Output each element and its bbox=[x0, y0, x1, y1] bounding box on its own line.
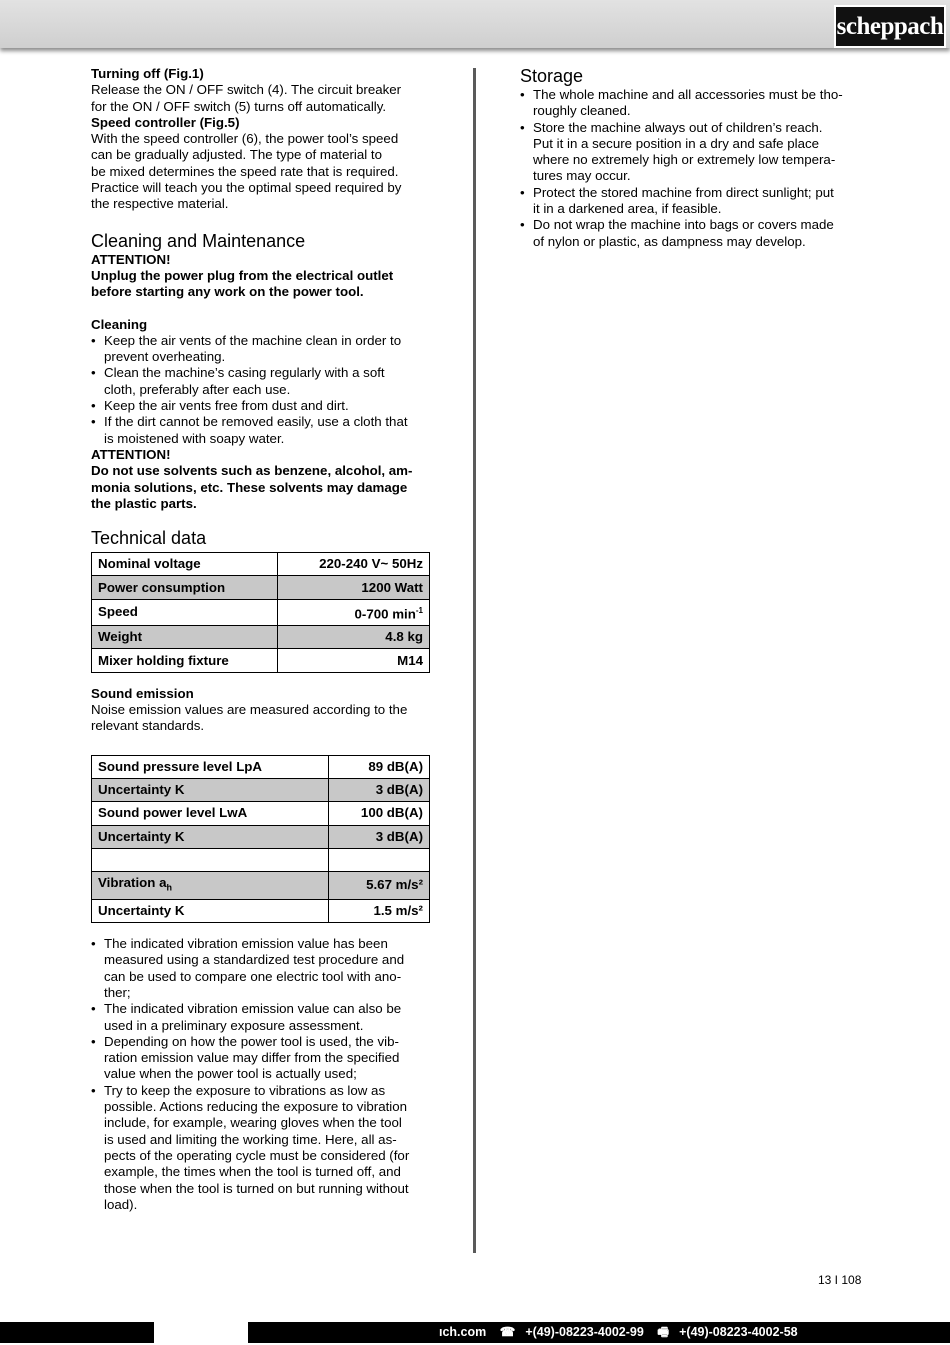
row-value-text: 220-240 V~ 50Hz bbox=[319, 556, 423, 572]
row-value bbox=[278, 599, 430, 625]
row-value bbox=[329, 872, 430, 900]
list-item-line: • The indicated vibration emission value has been bbox=[104, 936, 388, 952]
footer-phone: +(49)-08223-4002-99 bbox=[525, 1325, 644, 1339]
row-value bbox=[329, 755, 430, 778]
row-label-text: Speed bbox=[98, 604, 138, 620]
text-line: Practice will teach you the optimal speed required by bbox=[91, 180, 402, 196]
row-label-text: Uncertainty K bbox=[98, 782, 185, 798]
footer-gap bbox=[154, 1322, 248, 1343]
row-value-superscript: -1 bbox=[415, 605, 423, 615]
telephone-icon: ☎ bbox=[499, 1325, 516, 1339]
row-label-text: Nominal voltage bbox=[98, 556, 201, 572]
turning-off-text bbox=[91, 82, 431, 115]
row-value-text: M14 bbox=[397, 652, 423, 668]
footer-fax: +(49)-08223-4002-58 bbox=[679, 1325, 798, 1339]
list-item-line: value when the power tool is actually used; bbox=[104, 1066, 357, 1082]
table-row bbox=[92, 755, 430, 778]
row-label bbox=[92, 899, 329, 922]
table-row bbox=[92, 649, 430, 672]
list-item-line: measured using a standardized test procedure and bbox=[104, 952, 405, 968]
row-label bbox=[92, 626, 278, 649]
text-line: for the ON / OFF switch (5) turns off automatically. bbox=[91, 98, 387, 114]
cleaning-maintenance-title: Cleaning and Maintenance bbox=[91, 230, 306, 251]
row-value bbox=[278, 553, 430, 576]
footer-contact bbox=[439, 1324, 808, 1341]
row-label bbox=[92, 848, 329, 871]
list-item-line: • Clean the machine’s casing regularly with a soft bbox=[104, 365, 385, 381]
row-label-text: Sound pressure level LpA bbox=[98, 758, 263, 774]
header-bar bbox=[0, 0, 950, 48]
row-label bbox=[92, 755, 329, 778]
list-item-line: cloth, preferably after each use. bbox=[104, 381, 291, 397]
row-value-text: 5.67 m/s² bbox=[366, 877, 423, 893]
row-value-text: 100 dB(A) bbox=[360, 805, 423, 821]
list-item-line: of nylon or plastic, as dampness may develop. bbox=[533, 233, 806, 249]
row-label-text: Mixer holding fixture bbox=[98, 652, 229, 668]
text-line: the respective material. bbox=[91, 196, 229, 212]
table-row bbox=[92, 553, 430, 576]
row-value-text: 1.5 m/s² bbox=[373, 902, 423, 918]
table-row bbox=[92, 825, 430, 848]
text-line: With the speed controller (6), the power tool’s speed bbox=[91, 131, 399, 147]
list-item-line: example, the times when the tool is turned off, and bbox=[104, 1164, 401, 1180]
list-item-line: • The indicated vibration emission value can also be bbox=[104, 1001, 402, 1017]
text-line: be mixed determines the speed rate that is required. bbox=[91, 163, 399, 179]
text-line: the plastic parts. bbox=[91, 495, 197, 511]
row-value bbox=[329, 848, 430, 871]
row-label-text: Uncertainty K bbox=[98, 902, 185, 918]
row-label bbox=[92, 553, 278, 576]
list-item-line: • Depending on how the power tool is used, the vib- bbox=[104, 1033, 399, 1049]
text-line: before starting any work on the power tool. bbox=[91, 284, 364, 300]
list-item-line: Put it in a secure position in a dry and safe place bbox=[533, 135, 820, 151]
list-item-line: those when the tool is turned on but running without bbox=[104, 1180, 409, 1196]
row-value bbox=[329, 899, 430, 922]
list-item-line: • Keep the air vents free from dust and dirt. bbox=[104, 398, 349, 414]
row-label-text: Sound power level LwA bbox=[98, 805, 248, 821]
row-value bbox=[278, 626, 430, 649]
row-label bbox=[92, 576, 278, 599]
list-item bbox=[91, 398, 431, 414]
text-line: can be gradually adjusted. The type of material to bbox=[91, 147, 382, 163]
list-item-line: include, for example, wearing gloves when the tool bbox=[104, 1115, 402, 1131]
row-label bbox=[92, 872, 329, 900]
row-value-text: 0-700 min bbox=[354, 606, 416, 622]
list-item-line: ther; bbox=[104, 984, 131, 1000]
list-item-line: • If the dirt cannot be removed easily, use a cloth that bbox=[104, 414, 408, 430]
list-item-line: is used and limiting the working time. Here, all as- bbox=[104, 1131, 397, 1147]
left-column bbox=[91, 66, 431, 1213]
list-item-line: where no extremely high or extremely low tempera- bbox=[533, 152, 836, 168]
list-item-line: load). bbox=[104, 1196, 138, 1212]
footer-bar bbox=[0, 1322, 950, 1343]
footer-website: ıch.com bbox=[439, 1325, 487, 1339]
right-column bbox=[520, 66, 865, 250]
row-label bbox=[92, 825, 329, 848]
row-value bbox=[278, 576, 430, 599]
row-label bbox=[92, 778, 329, 801]
list-item-line: pects of the operating cycle must be considered (for bbox=[104, 1147, 410, 1163]
list-item bbox=[91, 1034, 431, 1083]
row-value-text: 3 dB(A) bbox=[375, 828, 423, 844]
vibration-notes-list bbox=[91, 936, 431, 1213]
text-line: Do not use solvents such as benzene, alcohol, am- bbox=[91, 463, 413, 479]
table-row bbox=[92, 899, 430, 922]
list-item-line: • Protect the stored machine from direct sunlight; put bbox=[533, 184, 834, 200]
text-line: Noise emission values are measured according to the bbox=[91, 702, 408, 718]
text-line: relevant standards. bbox=[91, 718, 205, 734]
list-item bbox=[91, 1083, 431, 1213]
row-label-text: Uncertainty K bbox=[98, 828, 185, 844]
list-item bbox=[520, 217, 865, 250]
sound-emission-heading: Sound emission bbox=[91, 685, 194, 701]
list-item-line: • Do not wrap the machine into bags or covers made bbox=[533, 217, 834, 233]
attention-label: ATTENTION! bbox=[91, 251, 171, 267]
attention-unplug-text bbox=[91, 268, 431, 301]
list-item-line: ration emission value may differ from the specified bbox=[104, 1050, 400, 1066]
list-item-line: • Store the machine always out of children’s reach. bbox=[533, 119, 823, 135]
row-value bbox=[329, 825, 430, 848]
sound-emission-text bbox=[91, 702, 431, 735]
row-label bbox=[92, 802, 329, 825]
text-line: Release the ON / OFF switch (4). The circuit breaker bbox=[91, 82, 402, 98]
table-row bbox=[92, 626, 430, 649]
row-label bbox=[92, 649, 278, 672]
row-value-text: 3 dB(A) bbox=[375, 782, 423, 798]
speed-controller-heading: Speed controller (Fig.5) bbox=[91, 114, 240, 130]
turning-off-heading: Turning off (Fig.1) bbox=[91, 66, 204, 81]
text-line: monia solutions, etc. These solvents may damage bbox=[91, 479, 408, 495]
column-divider bbox=[473, 68, 476, 1253]
storage-list bbox=[520, 87, 865, 250]
technical-data-title: Technical data bbox=[91, 528, 207, 549]
list-item-line: possible. Actions reducing the exposure to vibration bbox=[104, 1099, 408, 1115]
list-item bbox=[91, 365, 431, 398]
attention-solvents-text bbox=[91, 463, 431, 512]
list-item-line: • Try to keep the exposure to vibrations as low as bbox=[104, 1082, 386, 1098]
table-row bbox=[92, 599, 430, 625]
table-row bbox=[92, 576, 430, 599]
text-line: Unplug the power plug from the electrical outlet bbox=[91, 267, 394, 283]
row-label bbox=[92, 599, 278, 625]
cleaning-heading: Cleaning bbox=[91, 316, 148, 332]
scheppach-logo: scheppach bbox=[834, 5, 946, 48]
list-item-line: roughly cleaned. bbox=[533, 103, 631, 119]
list-item-line: • Keep the air vents of the machine clean in order to bbox=[104, 332, 402, 348]
list-item bbox=[520, 185, 865, 218]
sound-emission-table bbox=[91, 755, 430, 923]
list-item bbox=[91, 333, 431, 366]
list-item bbox=[520, 87, 865, 120]
fax-icon: 🖷 bbox=[657, 1325, 670, 1339]
row-label-text: Weight bbox=[98, 629, 143, 645]
cleaning-list bbox=[91, 333, 431, 447]
speed-controller-text bbox=[91, 131, 431, 212]
attention-label-2: ATTENTION! bbox=[91, 446, 171, 462]
storage-title: Storage bbox=[520, 66, 584, 86]
technical-data-table bbox=[91, 552, 430, 673]
row-value bbox=[329, 778, 430, 801]
list-item bbox=[91, 1001, 431, 1034]
list-item bbox=[91, 414, 431, 447]
table-row bbox=[92, 802, 430, 825]
row-label-text: Vibration a bbox=[98, 875, 167, 891]
list-item-line: tures may occur. bbox=[533, 168, 631, 184]
row-value bbox=[329, 802, 430, 825]
table-row bbox=[92, 848, 430, 871]
list-item-line: it in a darkened area, if feasible. bbox=[533, 201, 722, 217]
table-row bbox=[92, 872, 430, 900]
list-item bbox=[520, 120, 865, 185]
list-item-line: can be used to compare one electric tool with ano- bbox=[104, 968, 402, 984]
table-row bbox=[92, 778, 430, 801]
list-item-line: • The whole machine and all accessories must be tho- bbox=[533, 87, 843, 102]
row-label-text: Power consumption bbox=[98, 579, 226, 595]
list-item bbox=[91, 936, 431, 1001]
row-label-subscript: h bbox=[166, 882, 172, 893]
row-value-text: 89 dB(A) bbox=[368, 758, 423, 774]
row-value-text: 4.8 kg bbox=[385, 629, 423, 645]
list-item-line: used in a preliminary exposure assessment. bbox=[104, 1017, 364, 1033]
list-item-line: is moistened with soapy water. bbox=[104, 430, 285, 446]
page-number: 13 I 108 bbox=[818, 1273, 862, 1287]
list-item-line: prevent overheating. bbox=[104, 349, 226, 365]
row-value-text: 1200 Watt bbox=[361, 579, 423, 595]
row-value bbox=[278, 649, 430, 672]
